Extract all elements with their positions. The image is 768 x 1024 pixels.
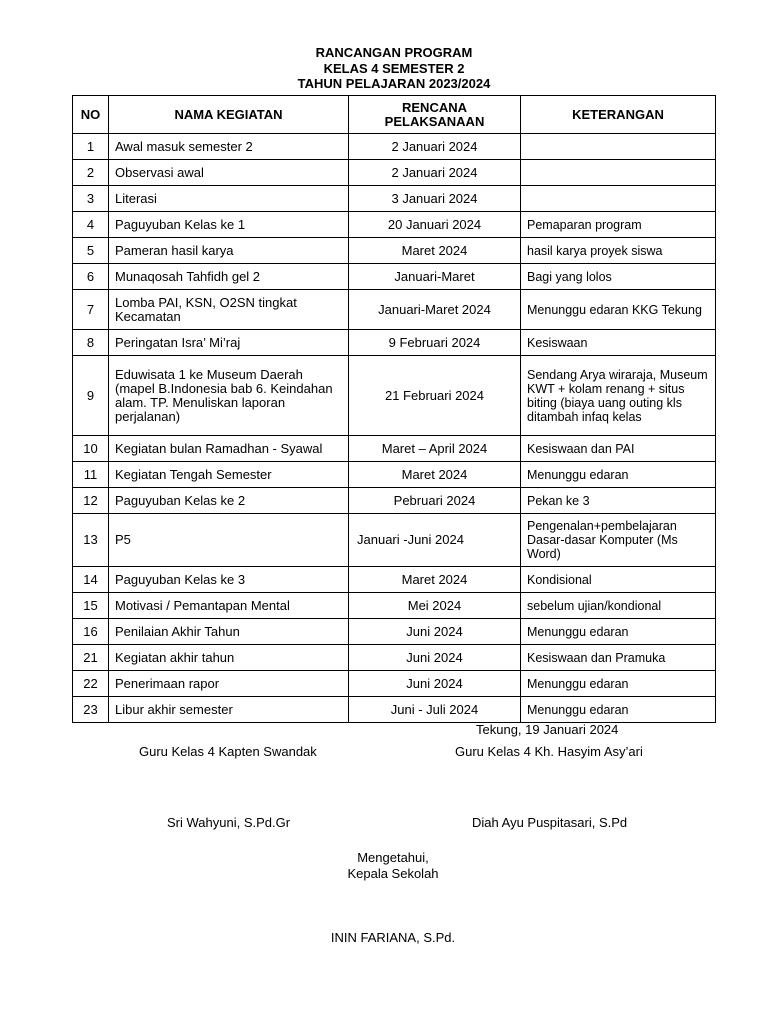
plan-date: 20 Januari 2024 [349,212,521,238]
activity-name: Penerimaan rapor [109,671,349,697]
table-row [73,238,716,264]
note: Pemaparan program [521,212,716,238]
row-number: 10 [73,436,109,462]
row-number: 22 [73,671,109,697]
activity-name: Observasi awal [109,160,349,186]
activity-name: Motivasi / Pemantapan Mental [109,593,349,619]
note: Pengenalan+pembelajaran Dasar-dasar Komputer (Ms Word) [521,514,716,567]
plan-date: 21 Februari 2024 [349,356,521,436]
row-number: 7 [73,290,109,330]
table-row [73,619,716,645]
title-line-3: TAHUN PELAJARAN 2023/2024 [297,76,491,91]
row-number: 5 [73,238,109,264]
table-row [73,462,716,488]
plan-date: Maret 2024 [349,238,521,264]
activity-name: Paguyuban Kelas ke 1 [109,212,349,238]
plan-date: Juni 2024 [349,671,521,697]
column-header-no: NO [73,96,109,134]
row-number: 11 [73,462,109,488]
activity-name: Libur akhir semester [109,697,349,723]
row-number: 3 [73,186,109,212]
column-header-plan-line1: RENCANA [402,99,467,115]
table-row [73,593,716,619]
table-row [73,488,716,514]
title-line-1: RANCANGAN PROGRAM [315,45,473,60]
plan-date: Mei 2024 [349,593,521,619]
plan-date: Januari -Juni 2024 [349,514,521,567]
title-line-2: KELAS 4 SEMESTER 2 [323,60,465,76]
activity-name: Munaqosah Tahfidh gel 2 [109,264,349,290]
note: Menunggu edaran [521,619,716,645]
table-row [73,160,716,186]
activity-name: Pameran hasil karya [109,238,349,264]
note: Kesiswaan dan Pramuka [521,645,716,671]
right-teacher-name: Diah Ayu Puspitasari, S.Pd [472,815,628,830]
row-number: 14 [73,567,109,593]
table-row [73,186,716,212]
note: hasil karya proyek siswa [521,238,716,264]
note: Pekan ke 3 [521,488,716,514]
table-row [73,356,716,436]
activity-name: P5 [109,514,349,567]
table-row [73,567,716,593]
table-row [73,134,716,160]
table-row [73,330,716,356]
activity-name: Paguyuban Kelas ke 3 [109,567,349,593]
right-teacher-role: Guru Kelas 4 Kh. Hasyim Asy’ari [455,744,643,759]
table-row [73,212,716,238]
left-teacher-name: Sri Wahyuni, S.Pd.Gr [167,815,291,830]
activity-name: Kegiatan bulan Ramadhan - Syawal [109,436,349,462]
note: Menunggu edaran [521,462,716,488]
plan-date: Juni 2024 [349,645,521,671]
activity-name: Peringatan Isra’ Mi’raj [109,330,349,356]
row-number: 1 [73,134,109,160]
table-row [73,645,716,671]
column-header-plan-line2: PELAKSANAAN [384,113,485,129]
plan-date: Juni 2024 [349,619,521,645]
note: Kesiswaan [521,330,716,356]
place-date: Tekung, 19 Januari 2024 [476,722,619,737]
plan-date: Maret – April 2024 [349,436,521,462]
activity-name: Penilaian Akhir Tahun [109,619,349,645]
acknowledgement-line-1: Mengetahui, [357,850,429,865]
table-row [73,671,716,697]
table-row [73,436,716,462]
table-row [73,290,716,330]
plan-date: 2 Januari 2024 [349,134,521,160]
note: Menunggu edaran [521,671,716,697]
principal-name: ININ FARIANA, S.Pd. [330,930,456,945]
plan-date: 9 Februari 2024 [349,330,521,356]
activity-name: Kegiatan Tengah Semester [109,462,349,488]
note: Kondisional [521,567,716,593]
row-number: 12 [73,488,109,514]
plan-date: Pebruari 2024 [349,488,521,514]
row-number: 21 [73,645,109,671]
table-row [73,514,716,567]
note [521,186,716,212]
activity-name: Kegiatan akhir tahun [109,645,349,671]
row-number: 23 [73,697,109,723]
left-teacher-role: Guru Kelas 4 Kapten Swandak [139,744,317,759]
row-number: 15 [73,593,109,619]
row-number: 16 [73,619,109,645]
activity-name: Eduwisata 1 ke Museum Daerah (mapel B.Indonesia bab 6. Keindahan alam. TP. Menuliskan laporan perjalanan) [109,356,349,436]
plan-date: Juni - Juli 2024 [349,697,521,723]
row-number: 9 [73,356,109,436]
plan-date: 2 Januari 2024 [349,160,521,186]
plan-date: Januari-Maret 2024 [349,290,521,330]
note: Menunggu edaran KKG Tekung [521,290,716,330]
plan-date: Januari-Maret [349,264,521,290]
note: Kesiswaan dan PAI [521,436,716,462]
row-number: 2 [73,160,109,186]
row-number: 8 [73,330,109,356]
table-row [73,264,716,290]
activity-name: Lomba PAI, KSN, O2SN tingkat Kecamatan [109,290,349,330]
acknowledgement-line-2: Kepala Sekolah [347,866,439,881]
note: Menunggu edaran [521,697,716,723]
activity-name: Literasi [109,186,349,212]
program-table [72,95,716,723]
note: Bagi yang lolos [521,264,716,290]
document-title [0,45,768,92]
row-number: 4 [73,212,109,238]
note [521,160,716,186]
plan-date: Maret 2024 [349,462,521,488]
activity-name: Paguyuban Kelas ke 2 [109,488,349,514]
note: sebelum ujian/kondional [521,593,716,619]
note: Sendang Arya wiraraja, Museum KWT + kolam renang + situs biting (biaya uang outing kls ditambah infaq kelas [521,356,716,436]
row-number: 13 [73,514,109,567]
row-number: 6 [73,264,109,290]
note [521,134,716,160]
plan-date: 3 Januari 2024 [349,186,521,212]
table-row [73,697,716,723]
column-header-activity: NAMA KEGIATAN [109,96,349,134]
column-header-plan [349,96,521,134]
plan-date: Maret 2024 [349,567,521,593]
activity-name: Awal masuk semester 2 [109,134,349,160]
column-header-note: KETERANGAN [521,96,716,134]
table-header-row [73,96,716,134]
